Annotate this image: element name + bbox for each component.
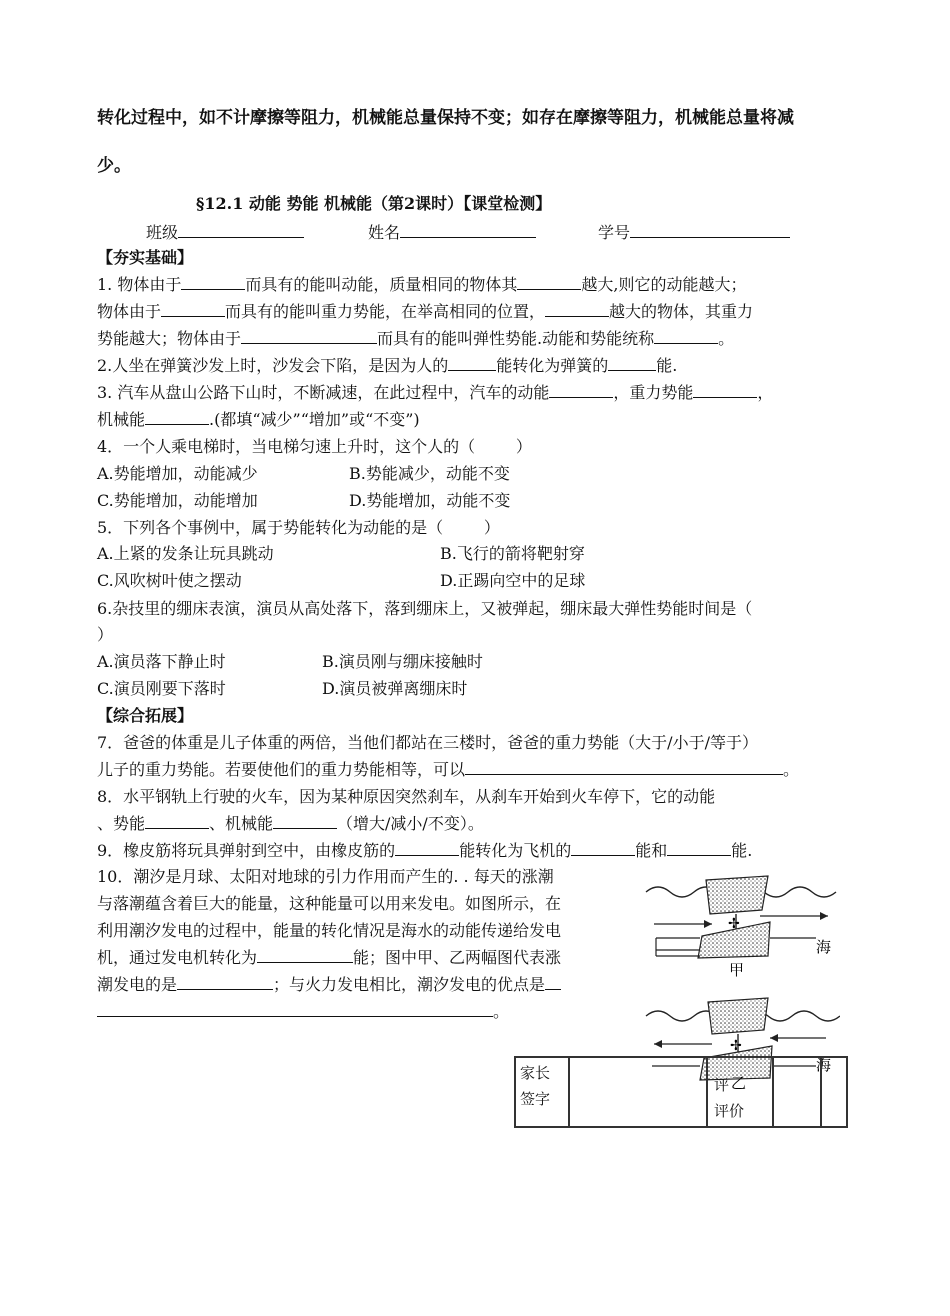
q1-line1: 1. 物体由于 而具有的能叫动能，质量相同的物体其 越大,则它的动能越大； [97,275,747,294]
q4-option-b: B.势能减少，动能不变 [349,464,510,483]
intro-line1: 转化过程中，如不计摩擦等阻力，机械能总量保持不变；如存在摩擦等阻力，机械能总量将减 [97,108,794,128]
q6-option-b: B.演员刚与绷床接触时 [322,652,483,671]
svg-text:✢: ✢ [728,916,740,932]
signature-table [514,1056,848,1128]
q10-line5: 潮发电的是 ；与火力发电相比，潮汐发电的优点是 [97,973,561,997]
q7-line1: 7．爸爸的体重是儿子体重的两倍，当他们都站在三楼时，爸爸的重力势能（大于/小于/等于） [97,733,758,752]
figure-jia [646,876,836,979]
q4-stem: 4．一个人乘电梯时，当电梯匀速上升时，这个人的（ ） [97,437,532,456]
q4-option-a: A.势能增加，动能减少 [97,464,258,483]
q5-option-a: A.上紧的发条让玩具跳动 [97,544,274,563]
q10-line6: 。 [97,1000,509,1024]
figure-label-yi: 乙 [731,1074,747,1090]
section-extension: 【综合拓展】 [97,706,194,725]
q10-line2: 与落潮蕴含着巨大的能量，这种能量可以用来发电。如图所示，在 [97,894,562,913]
figure-label-jia: 甲 [729,961,745,979]
q5-option-d: D.正踢向空中的足球 [440,571,586,590]
q6-option-d: D.演员被弹离绷床时 [322,679,468,698]
parent-signature-label: 家长 签字 [515,1057,569,1127]
name-field[interactable]: 姓名 [368,220,536,243]
q4-option-c: C.势能增加，动能增加 [97,491,258,510]
q6-stem: 6.杂技里的绷床表演，演员从高处落下，落到绷床上，又被弹起，绷床最大弹性势能时间是（ [97,599,753,618]
q5-option-b: B.飞行的箭将靶射穿 [440,544,585,563]
parent-signature-cell[interactable] [569,1057,707,1127]
sea-label-jia: 海 [816,938,832,956]
q2: 2.人坐在弹簧沙发上时，沙发会下陷，是因为人的 能转化为弹簧的 能. [97,356,678,375]
q8-line1: 8．水平钢轨上行驶的火车，因为某种原因突然刹车，从刹车开始到火车停下，它的动能 [97,787,716,806]
page-title: §12.1 动能 势能 机械能（第2课时）【课堂检测】 [196,194,552,213]
q10-line3: 利用潮汐发电的过程中，能量的转化情况是海水的动能传递给发电 [97,921,562,940]
q4-option-d: D.势能增加，动能不变 [349,491,511,510]
q1-line2: 物体由于 而具有的能叫重力势能，在举高相同的位置， 越大的物体，其重力 [97,302,754,321]
intro-line2: 少。 [97,156,131,176]
svg-text:✢: ✢ [730,1038,742,1054]
sea-label-yi: 海 [816,1056,832,1074]
class-field[interactable]: 班级 [146,220,304,243]
evaluation-label: 评 评价 [707,1057,773,1127]
evaluation-cell[interactable] [773,1057,821,1127]
q7-line2: 儿子的重力势能。若要使他们的重力势能相等，可以 。 [97,760,800,779]
q9: 9．橡皮筋将玩具弹射到空中，由橡皮筋的 能转化为飞机的 能和 能. [97,841,753,860]
q10-line4: 机，通过发电机转化为 能；图中甲、乙两幅图代表涨 [97,948,562,967]
q5-stem: 5．下列各个事例中，属于势能转化为动能的是（ ） [97,518,500,537]
section-basic: 【夯实基础】 [97,248,194,267]
q3-line2: 机械能 .(都填“减少”“增加”或“不变”) [97,410,420,429]
student-number-field[interactable]: 学号 [598,220,790,243]
q6-option-a: A.演员落下静止时 [97,652,226,671]
q3-line1: 3. 汽车从盘山公路下山时，不断减速，在此过程中，汽车的动能 ，重力势能 ， [97,383,774,402]
q6-option-c: C.演员刚要下落时 [97,679,226,698]
evaluation-cell-extra[interactable] [821,1057,847,1127]
q6-stem-end: ） [97,625,114,644]
q1-line3: 势能越大；物体由于 而具有的能叫弹性势能.动能和势能统称 。 [97,329,735,348]
q8-line2: 、势能 、机械能 （增大/减小/不变）。 [97,814,484,833]
q10-line1: 10．潮汐是月球、太阳对地球的引力作用而产生的. . 每天的涨潮 [97,867,554,886]
q5-option-c: C.风吹树叶使之摆动 [97,571,242,590]
